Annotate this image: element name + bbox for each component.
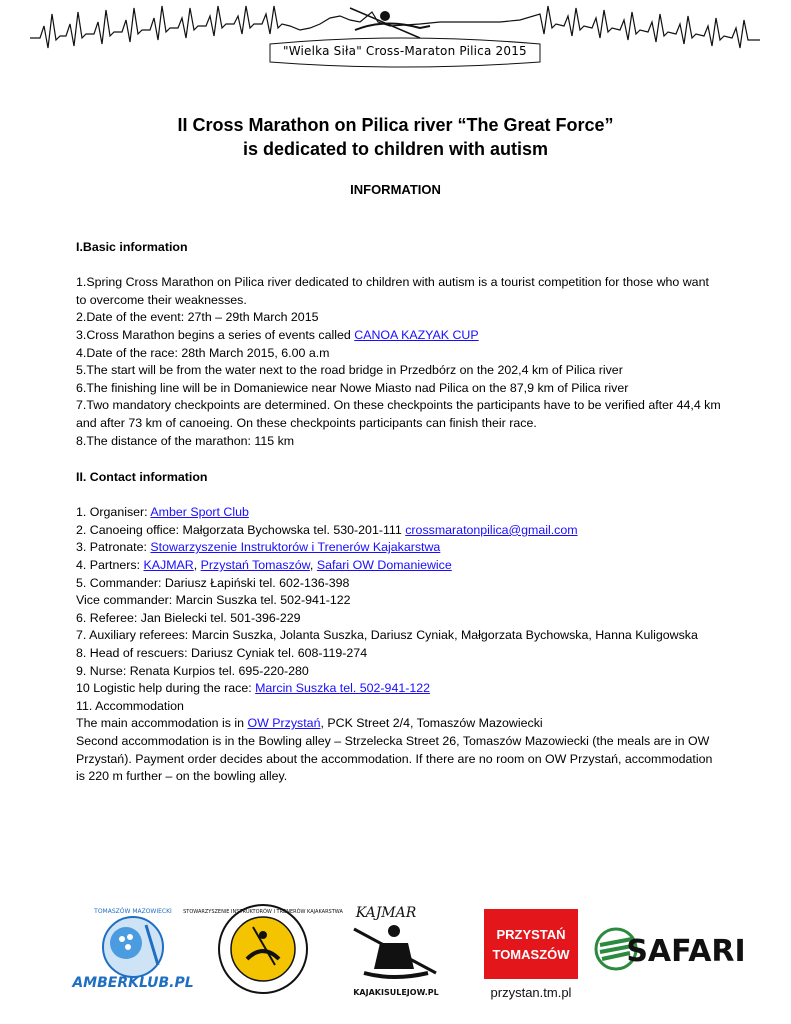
list-item: 7. Auxiliary referees: Marcin Suszka, Jolanta Suszka, Dariusz Cyniak, Małgorzata Bychowska, Hanna Kuligowska <box>76 628 698 643</box>
list-item: 5. Commander: Dariusz Łapiński tel. 602-136-398 <box>76 575 350 590</box>
banner-caption: "Wielka Siła" Cross-Maraton Pilica 2015 <box>283 44 527 58</box>
list-item <box>76 522 721 540</box>
page-title-line1: II Cross Marathon on Pilica river “The Great Force” <box>177 115 614 135</box>
przystan-line1: PRZYSTAŃ <box>496 927 566 942</box>
list-item-text: , PCK Street 2/4, Tomaszów Mazowiecki <box>320 716 543 731</box>
list-item-text: The main accommodation is in <box>76 716 248 731</box>
list-item <box>76 539 721 557</box>
list-item <box>76 504 721 522</box>
section-heading: I.Basic information <box>76 240 188 254</box>
header-banner <box>0 0 791 80</box>
list-item <box>76 680 721 698</box>
list-item: 7.Two mandatory checkpoints are determined. On these checkpoints the participants have to be verified after 44,4 km and after 73 km of canoeing. On these checkpoints participants can finish their race. <box>76 398 721 430</box>
amber-logo-text: AMBERKLUB.PL <box>72 975 194 991</box>
logistic-help-link[interactable]: Marcin Suszka tel. 502-941-122 <box>255 681 431 696</box>
list-item: 6. Referee: Jan Bielecki tel. 501-396-229 <box>76 610 301 625</box>
kajmar-title: KAJMAR <box>355 905 417 921</box>
separator: , <box>193 557 201 572</box>
safari-text: SAFARI <box>626 934 746 969</box>
list-item: Vice commander: Marcin Suszka tel. 502-941-122 <box>76 593 351 608</box>
list-item-text: 3. Patronate: <box>76 540 151 555</box>
list-item: 6.The finishing line will be in Domaniewice near Nowe Miasto nad Pilica on the 87,9 km of Pilica river <box>76 380 629 395</box>
amber-ring-text: TOMASZÓW MAZOWIECKI <box>94 908 172 915</box>
separator: , <box>309 557 317 572</box>
amber-sport-club-link[interactable]: Amber Sport Club <box>150 505 249 520</box>
list-item <box>76 715 721 733</box>
email-link[interactable]: crossmaratonpilica@gmail.com <box>405 522 578 537</box>
list-item-text: 2. Canoeing office: Małgorzata Bychowska tel. 530-201-111 <box>76 522 406 537</box>
list-item: 2.Date of the event: 27th – 29th March 2015 <box>76 310 319 325</box>
heartbeat-line-graphic <box>0 0 791 80</box>
information-label: INFORMATION <box>350 182 441 197</box>
safari-link[interactable]: Safari OW Domaniewice <box>316 557 452 572</box>
ow-przystan-link[interactable]: OW Przystań <box>247 716 321 731</box>
list-item <box>76 327 721 345</box>
page-title-line2: is dedicated to children with autism <box>242 139 549 159</box>
basic-information-section <box>76 239 721 450</box>
przystan-line2: TOMASZÓW <box>492 947 570 962</box>
kajmar-url: KAJAKISULEJOW.PL <box>353 988 439 997</box>
list-item: 8.The distance of the marathon: 115 km <box>76 433 295 448</box>
sitk-logo <box>183 903 343 995</box>
sponsor-logos <box>0 895 791 1015</box>
list-item-text: 3.Cross Marathon begins a series of events called <box>76 327 355 342</box>
przystan-tomaszow-link[interactable]: Przystań Tomaszów <box>200 557 310 572</box>
kajmar-link[interactable]: KAJMAR <box>143 557 194 572</box>
list-item-text: 10 Logistic help during the race: <box>76 681 256 696</box>
section-heading: II. Contact information <box>76 470 208 484</box>
list-item-text: 4. Partners: <box>76 557 144 572</box>
list-item: 9. Nurse: Renata Kurpios tel. 695-220-280 <box>76 663 309 678</box>
list-item: 8. Head of rescuers: Dariusz Cyniak tel. 608-119-274 <box>76 645 368 660</box>
list-item <box>76 557 721 575</box>
list-item: 1.Spring Cross Marathon on Pilica river dedicated to children with autism is a tourist competition for those who want to overcome their weaknesses. <box>76 275 709 307</box>
list-item: 4.Date of the race: 28th March 2015, 6.00 a.m <box>76 345 330 360</box>
kajmar-logo <box>344 899 448 999</box>
amberklub-logo <box>72 903 194 995</box>
safari-logo <box>594 925 746 975</box>
list-item: Second accommodation is in the Bowling alley – Strzelecka Street 26, Tomaszów Mazowiecki (the meals are in OW Przystań). Payment order decides about the accommodation. If there are no room on OW Przystań, accommodation is 220 m further – on the bowling alley. <box>76 733 713 784</box>
list-item-text: 1. Organiser: <box>76 505 151 520</box>
list-item: 5.The start will be from the water next to the road bridge in Przedbórz on the 202,4 km of Pilica river <box>76 363 623 378</box>
contact-information-section <box>76 469 721 786</box>
canoa-kazyak-cup-link[interactable]: CANOA KAZYAK CUP <box>354 327 479 342</box>
sitk-ring-text: STOWARZYSZENIE INSTRUKTORÓW I TRENERÓW KAJAKARSTWA <box>183 909 343 915</box>
przystan-logo <box>482 907 582 1003</box>
przystan-url: przystan.tm.pl <box>490 985 572 1000</box>
list-item: 11. Accommodation <box>76 698 184 713</box>
patronate-link[interactable]: Stowarzyszenie Instruktorów i Trenerów Kajakarstwa <box>150 540 441 555</box>
